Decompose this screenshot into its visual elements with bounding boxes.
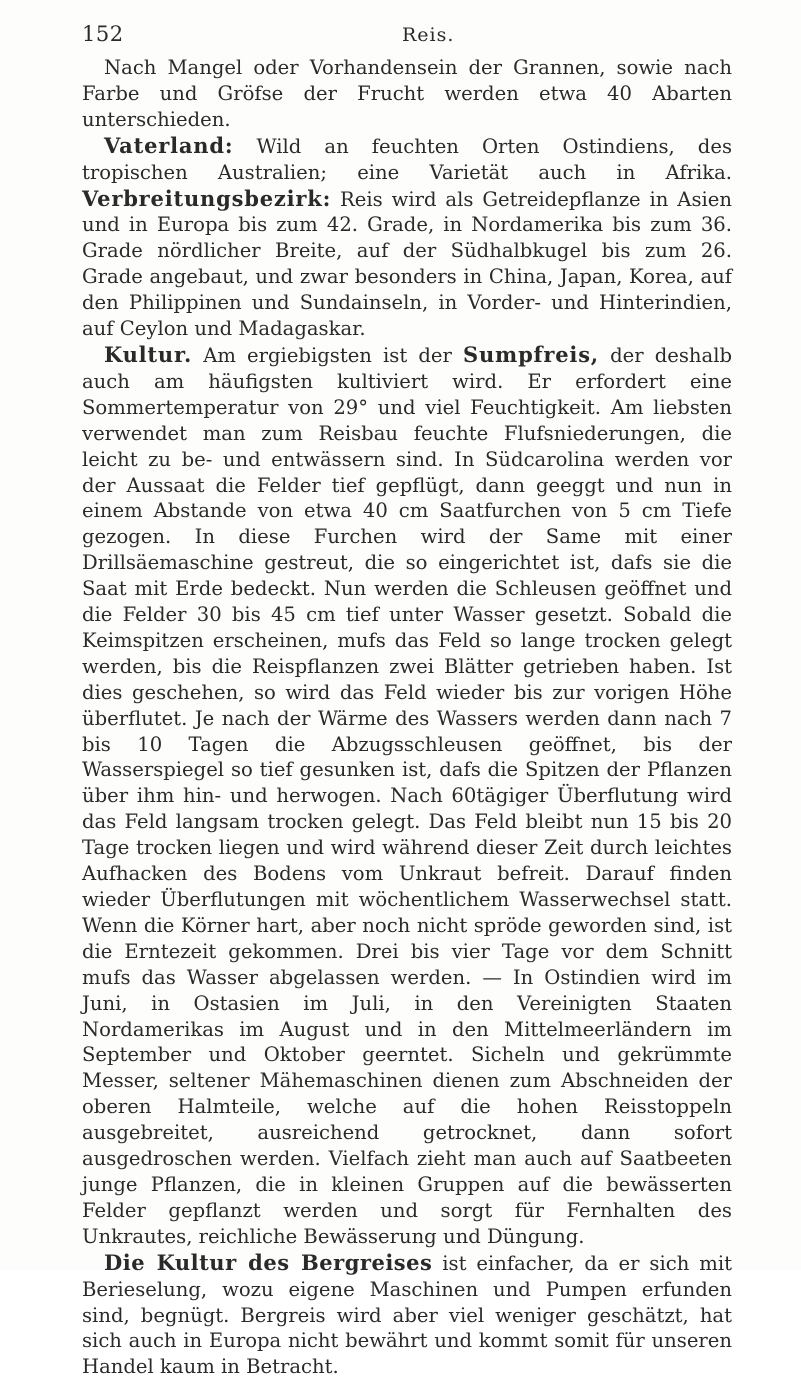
paragraph-text: der deshalb auch am häufigsten kultiviert wird. Er erfordert eine Sommertemperatur von 29° und viel Feuchtigkeit. Am liebsten verwendet man zum Reisbau feuchte Flufsniederungen, die leicht zu be- und entwässern sind. In Südcarolina werden vor der Aussaat die Felder tief gepflügt, dann geeggt und nun in einem Abstande von etwa 40 cm Saatfurchen von 5 cm Tiefe gezogen. In diese Furchen wird der Same mit einer Drillsäemaschine gestreut, die so eingerichtet ist, dafs sie die Saat mit Erde bedeckt. Nun werden die Schleusen geöffnet und die Felder 30 bis 45 cm tief unter Wasser gesetzt. Sobald die Keimspitzen erscheinen, mufs das Feld so lange trocken gelegt werden, bis die Reispflanzen zwei Blätter getrieben haben. Ist dies geschehen, so wird das Feld wieder bis zur vorigen Höhe überflutet. Je nach der Wärme des Wassers werden dann nach 7 bis 10 Tagen die Abzugsschleusen geöffnet, bis der Wasserspiegel so tief gesunken ist, dafs die Spitzen der Pflanzen über ihm hin- und herwogen. Nach 60tägiger Überflutung wird das Feld langsam trocken gelegt. Das Feld bleibt nun 15 bis 20 Tage trocken liegen und wird während dieser Zeit durch leichtes Aufhacken des Bodens vom Unkraut befreit. Darauf finden wieder Überflutungen mit wöchentlichem Wasserwechsel statt. Wenn die Körner hart, aber noch nicht spröde geworden sind, ist die Erntezeit gekommen. Drei bis vier Tage vor dem Schnitt mufs das Wasser abgelassen werden. — In Ostindien wird im Juni, in Ostasien im Juli, in den Vereinigten Staaten Nordamerikas im August und in den Mittelmeerländern im September und Oktober geerntet. Sicheln und gekrümmte Messer, seltener Mähemaschinen dienen zum Abschneiden der oberen Halmteile, welche auf die hohen Reisstoppeln ausgebreitet, ausreichend getrocknet, dann sofort ausgedroschen werden. Vielfach zieht man auch auf Saatbeeten junge Pflanzen, die in kleinen Gruppen auf die bewässerten Felder gepflanzt werden und sorgt für Fernhalten des Unkrautes, reichliche Bewässerung und Düngung. (82, 343, 733, 1248)
paragraph-abarten (82, 55, 732, 133)
section-heading-bergreis: Die Kultur des Bergreises (104, 1249, 433, 1275)
paragraph-vaterland (82, 133, 732, 342)
page-number: 152 (82, 22, 124, 46)
term-sumpfreis: Sumpfreis, (463, 341, 599, 367)
paragraph-text: Reis wird als Getreidepflanze in Asien und in Europa bis zum 42. Grade, in Nordamerika bis zum 36. Grade nördlicher Breite, auf der Südhalbkugel bis zum 26. Grade angebaut, und zwar besonders in China, Japan, Korea, auf den Philippinen und Sundainseln, in Vorder- und Hinterindien, auf Ceylon und Madagaskar. (82, 187, 732, 341)
section-heading-kultur: Kultur. (104, 341, 193, 367)
paragraph-bergreis (82, 1250, 732, 1380)
page-header (82, 22, 732, 52)
paragraph-text: ist einfacher, da er sich mit Berieselung, wozu eigene Maschinen und Pumpen erfunden sind, begnügt. Bergreis wird aber viel weniger geschätzt, hat sich auch in Europa nicht bewährt und kommt somit für unseren Handel kaum in Betracht. (82, 1251, 732, 1379)
running-title: Reis. (402, 24, 455, 46)
paragraph-kultur (82, 342, 732, 1250)
document-body (82, 55, 732, 1380)
section-heading-vaterland: Vaterland: (104, 132, 234, 158)
section-heading-verbreitungsbezirk: Verbreitungsbezirk: (82, 185, 332, 211)
paragraph-text: Wild an feuchten Orten Ostindiens, des tropischen Australien; eine Varietät auch in Afrika. (82, 134, 732, 184)
paragraph-text: Am ergiebigsten ist der (192, 343, 464, 367)
paragraph-text: Nach Mangel oder Vorhandensein der Grannen, sowie nach Farbe und Gröfse der Frucht werden etwa 40 Abarten unterschieden. (82, 56, 732, 131)
